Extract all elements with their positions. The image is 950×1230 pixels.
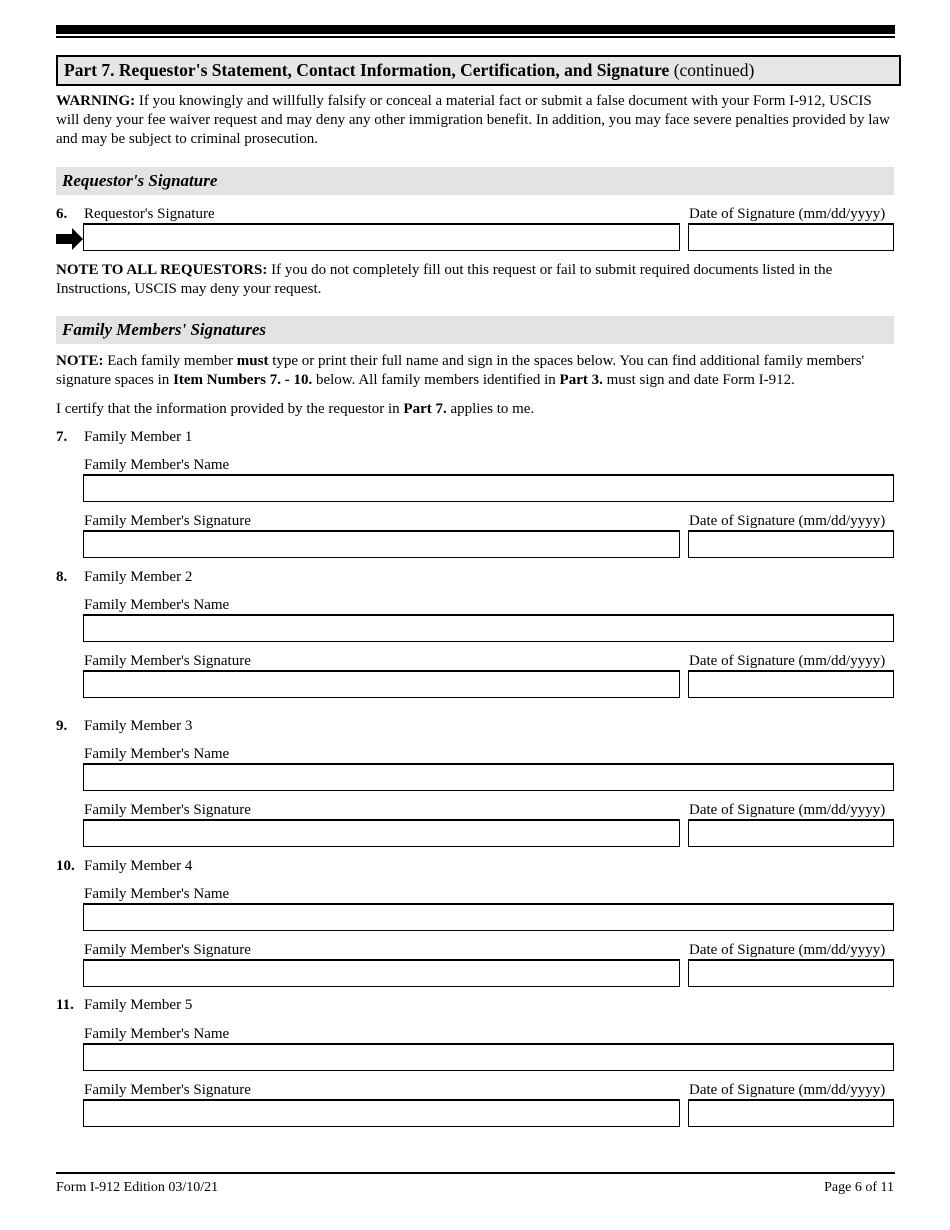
requestor-signature-label: Requestor's Signature <box>84 206 215 222</box>
family-note-text-3: below. All family members identified in <box>312 372 560 388</box>
family-member-3-signature-label: Family Member's Signature <box>84 802 251 818</box>
family-member-1-signature-field[interactable] <box>83 530 680 558</box>
requestor-signature-section-title: Requestor's Signature <box>56 167 894 195</box>
family-member-1-name-label: Family Member's Name <box>84 457 230 473</box>
family-member-1-signature-label: Family Member's Signature <box>84 513 251 529</box>
footer-form-id: Form I-912 Edition 03/10/21 <box>56 1180 219 1195</box>
certify-statement <box>56 400 894 419</box>
warning-paragraph <box>56 92 894 149</box>
family-member-4-signature-label: Family Member's Signature <box>84 942 251 958</box>
item-number-9: 9. <box>56 718 68 734</box>
requestor-date-label: Date of Signature (mm/dd/yyyy) <box>689 206 886 222</box>
family-member-2-date-label: Date of Signature (mm/dd/yyyy) <box>689 653 886 669</box>
top-thick-rule <box>56 25 895 34</box>
family-member-3-name-field[interactable] <box>83 763 894 791</box>
item-number-6: 6. <box>56 206 68 222</box>
certify-text-1: I certify that the information provided by the requestor in <box>56 401 404 417</box>
top-thin-rule <box>56 36 895 38</box>
family-note-item-numbers: Item Numbers 7. - 10. <box>173 372 313 388</box>
family-member-5-title: Family Member 5 <box>84 997 193 1013</box>
family-member-5-name-label: Family Member's Name <box>84 1026 230 1042</box>
family-member-2-name-field[interactable] <box>83 614 894 642</box>
family-member-3-signature-field[interactable] <box>83 819 680 847</box>
certify-text-2: applies to me. <box>446 401 535 417</box>
note-to-requestors <box>56 261 894 299</box>
family-member-4-name-label: Family Member's Name <box>84 886 230 902</box>
family-member-3-title: Family Member 3 <box>84 718 193 734</box>
family-member-5-name-field[interactable] <box>83 1043 894 1071</box>
family-member-3-date-label: Date of Signature (mm/dd/yyyy) <box>689 802 886 818</box>
family-member-4-signature-field[interactable] <box>83 959 680 987</box>
family-member-5-date-field[interactable] <box>688 1099 894 1127</box>
item-number-11: 11. <box>56 997 74 1013</box>
certify-part7: Part 7. <box>403 401 447 417</box>
item-number-7: 7. <box>56 429 68 445</box>
footer-page-number: Page 6 of 11 <box>824 1180 894 1195</box>
arrow-right-icon <box>56 228 83 250</box>
family-note-paragraph <box>56 352 894 390</box>
family-member-2-signature-label: Family Member's Signature <box>84 653 251 669</box>
family-member-5-signature-field[interactable] <box>83 1099 680 1127</box>
family-member-2-date-field[interactable] <box>688 670 894 698</box>
family-member-2-signature-field[interactable] <box>83 670 680 698</box>
family-member-1-name-field[interactable] <box>83 474 894 502</box>
requestor-date-field[interactable] <box>688 223 894 251</box>
family-signatures-section-title: Family Members' Signatures <box>56 316 894 344</box>
family-note-text-2: type or print their full name and sign in the spaces below. You can find additional family members' signature spaces in <box>56 353 865 388</box>
family-member-4-name-field[interactable] <box>83 903 894 931</box>
family-member-3-date-field[interactable] <box>688 819 894 847</box>
family-member-5-date-label: Date of Signature (mm/dd/yyyy) <box>689 1082 886 1098</box>
footer-rule <box>56 1172 895 1174</box>
family-member-5-signature-label: Family Member's Signature <box>84 1082 251 1098</box>
family-note-must: must <box>236 353 269 369</box>
family-note-text-1: Each family member <box>103 353 237 369</box>
family-member-3-name-label: Family Member's Name <box>84 746 230 762</box>
family-member-4-title: Family Member 4 <box>84 858 193 874</box>
item-number-8: 8. <box>56 569 68 585</box>
family-note-label: NOTE: <box>56 353 104 369</box>
family-member-1-date-label: Date of Signature (mm/dd/yyyy) <box>689 513 886 529</box>
warning-text: If you knowingly and willfully falsify or conceal a material fact or submit a false document with your Form I-912, USCIS will deny your fee waiver request and may deny any other immigration benefit. In addition, you may face severe penalties provided by law and may be subject to criminal prosecution. <box>56 93 890 147</box>
part-header-continued: (continued) <box>669 60 755 80</box>
item-number-10: 10. <box>56 858 75 874</box>
note-requestors-text: If you do not completely fill out this request or fail to submit required documents listed in the Instructions, USCIS may deny your request. <box>56 262 833 297</box>
family-member-2-name-label: Family Member's Name <box>84 597 230 613</box>
family-member-2-title: Family Member 2 <box>84 569 193 585</box>
family-member-4-date-label: Date of Signature (mm/dd/yyyy) <box>689 942 886 958</box>
part-header-title: Part 7. Requestor's Statement, Contact Information, Certification, and Signature <box>64 60 670 80</box>
family-member-4-date-field[interactable] <box>688 959 894 987</box>
warning-label: WARNING: <box>56 93 136 109</box>
requestor-signature-field[interactable] <box>83 223 680 251</box>
family-note-part3: Part 3. <box>559 372 603 388</box>
family-member-1-date-field[interactable] <box>688 530 894 558</box>
note-requestors-label: NOTE TO ALL REQUESTORS: <box>56 262 268 278</box>
part-7-header <box>56 55 901 86</box>
family-note-text-4: must sign and date Form I-912. <box>602 372 795 388</box>
family-member-1-title: Family Member 1 <box>84 429 193 445</box>
